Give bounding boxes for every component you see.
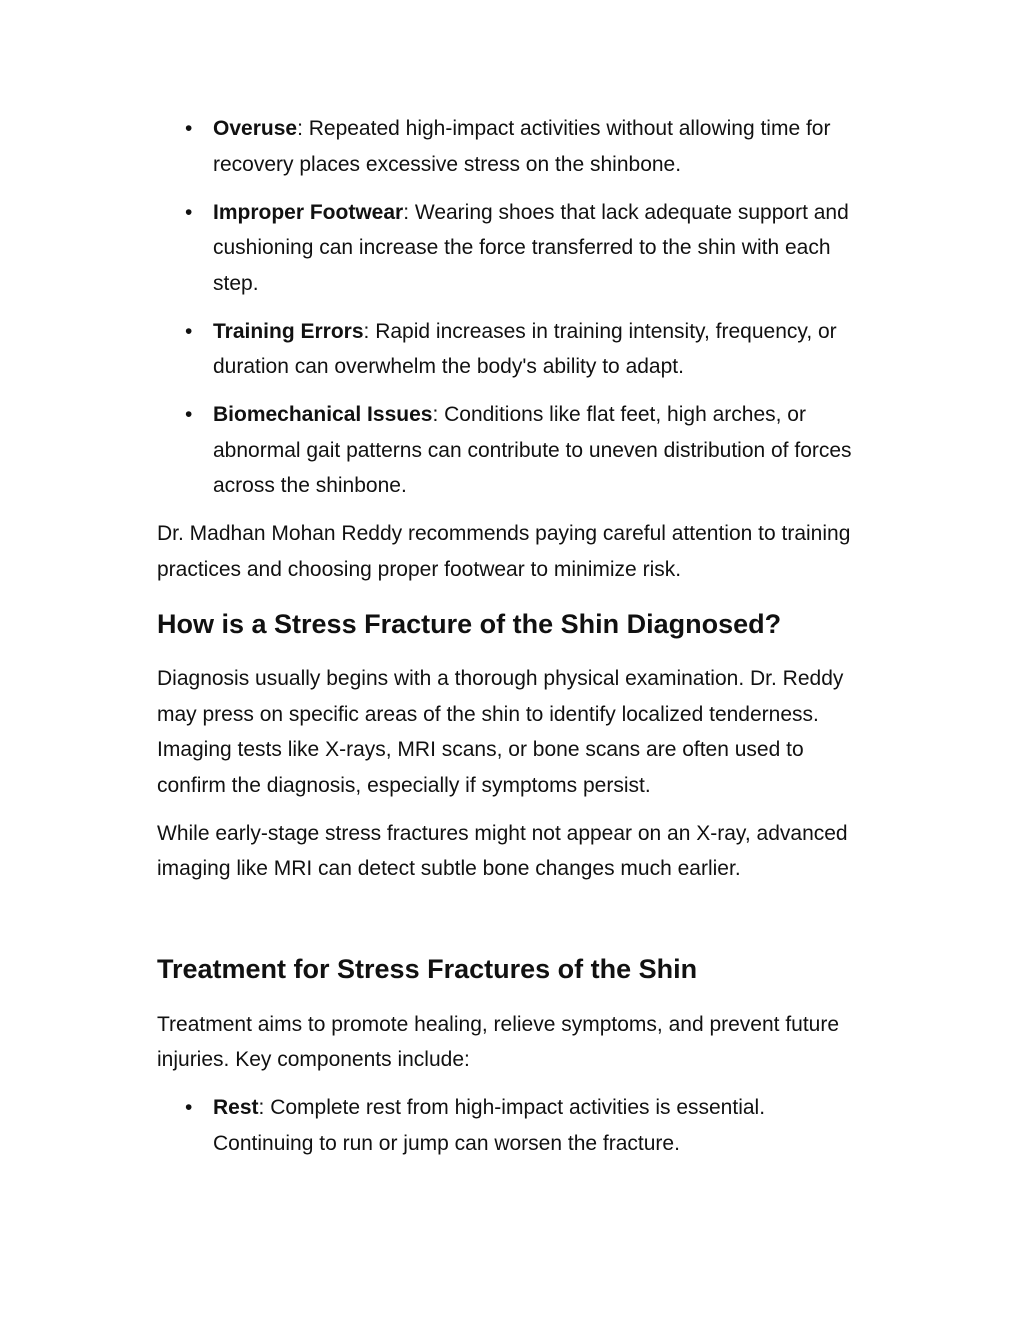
recommendation-paragraph: Dr. Madhan Mohan Reddy recommends paying careful attention to training practices and choosing proper footwear to minimize risk. bbox=[157, 522, 851, 581]
list-item-term: Training Errors bbox=[213, 319, 364, 343]
list-item-overuse bbox=[157, 111, 867, 182]
list-item-term: Overuse bbox=[213, 117, 298, 140]
list-item-rest bbox=[157, 1090, 867, 1161]
list-item-text: : Repeated high-impact activities without allowing time for recovery places excessive stress on the shinbone. bbox=[213, 117, 831, 176]
list-item-text: : Complete rest from high-impact activities is essential. Continuing to run or jump can worsen the fracture. bbox=[213, 1096, 766, 1155]
treatment-heading: Treatment for Stress Fractures of the Shin bbox=[157, 953, 698, 984]
treatment-intro-paragraph: Treatment aims to promote healing, relieve symptoms, and prevent future injuries. Key components include: bbox=[157, 1012, 840, 1071]
bullet: • bbox=[185, 403, 193, 426]
diagnosis-heading: How is a Stress Fracture of the Shin Diagnosed? bbox=[157, 609, 782, 639]
list-item-biomechanical-issues bbox=[157, 397, 867, 504]
diagnosis-paragraph: Diagnosis usually begins with a thorough physical examination. Dr. Reddy may press on specific areas of the shin to identify localized tenderness. Imaging tests like X-rays, MRI scans, or bone scans are often used to confirm the diagnosis, especially if symptoms persist. bbox=[157, 667, 844, 797]
bullet: • bbox=[185, 319, 193, 343]
bullet: • bbox=[185, 1096, 193, 1119]
list-item-term: Biomechanical Issues bbox=[213, 403, 433, 426]
causes-list bbox=[157, 111, 867, 504]
list-item-training-errors bbox=[157, 314, 867, 385]
list-item-text: : Conditions like flat feet, high arches, or abnormal gait patterns can contribute to uneven distribution of forces across the shinbone. bbox=[213, 403, 852, 497]
list-item-text: : Wearing shoes that lack adequate support and cushioning can increase the force transferred to the shin with each step. bbox=[213, 200, 849, 295]
list-item-term: Improper Footwear bbox=[213, 200, 404, 224]
list-item-improper-footwear bbox=[157, 195, 867, 302]
list-item-term: Rest bbox=[213, 1096, 259, 1119]
bullet: • bbox=[185, 117, 193, 140]
treatment-list bbox=[157, 1090, 867, 1161]
bullet: • bbox=[185, 200, 193, 224]
imaging-paragraph: While early-stage stress fractures might not appear on an X-ray, advanced imaging like MRI can detect subtle bone changes much earlier. bbox=[157, 821, 848, 880]
document-page bbox=[157, 111, 867, 1174]
list-item-text: : Rapid increases in training intensity, frequency, or duration can overwhelm the body's ability to adapt. bbox=[213, 319, 837, 378]
